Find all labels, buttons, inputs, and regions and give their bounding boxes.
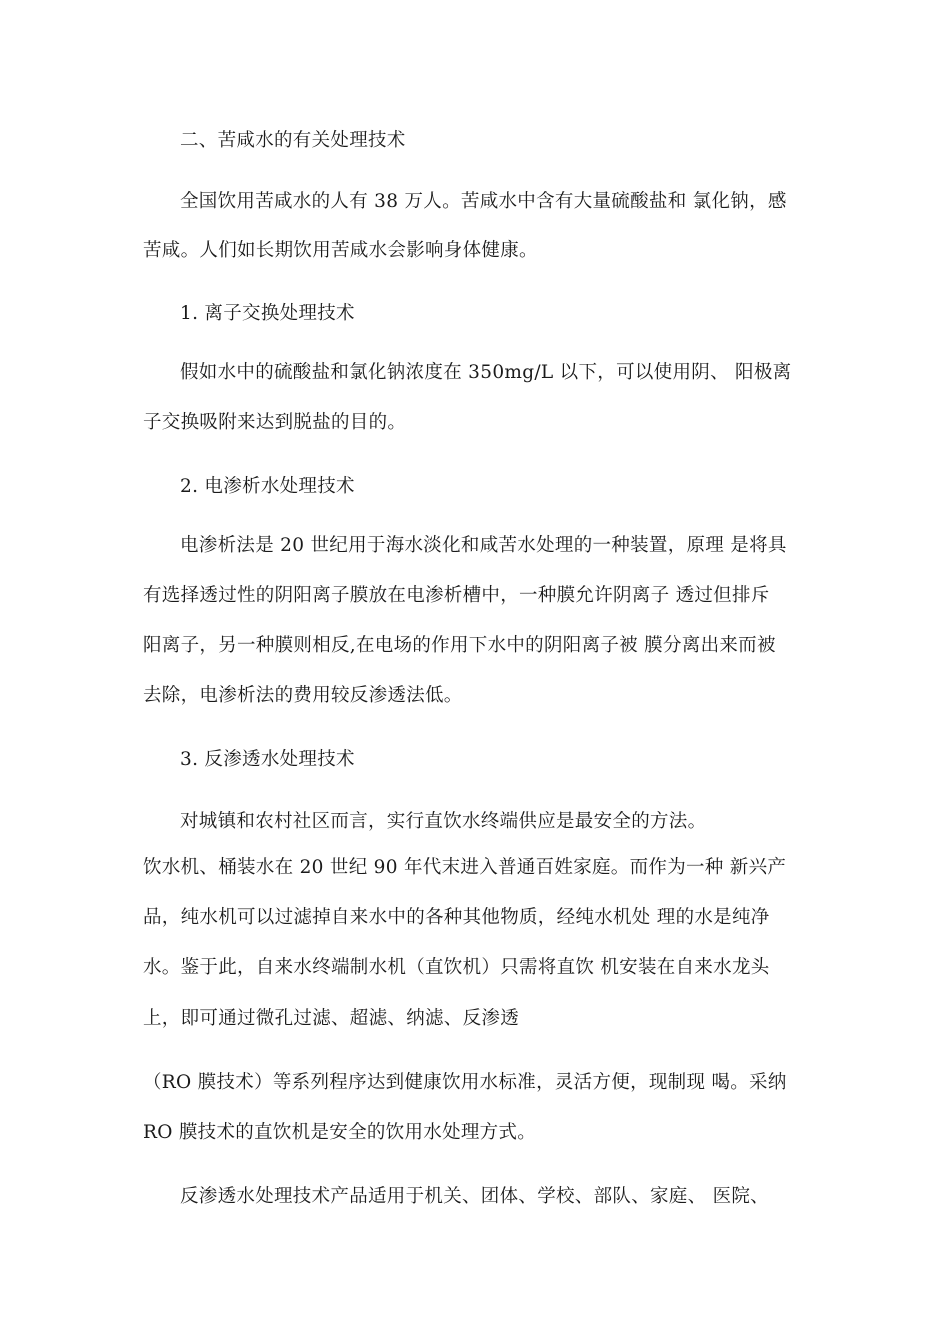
paragraph-line: 上，即可通过微孔过滤、超滤、纳滤、反渗透 (143, 1008, 520, 1029)
paragraph-line: 子交换吸附来达到脱盐的目的。 (143, 412, 407, 433)
paragraph-line: 反渗透水处理技术产品适用于机关、团体、学校、部队、家庭、 医院、 (180, 1186, 769, 1207)
intro-line: 苦咸。人们如长期饮用苦咸水会影响身体健康。 (143, 240, 538, 261)
subheading-reverse-osmosis: 3. 反渗透水处理技术 (180, 749, 355, 770)
paragraph-line: 假如水中的硫酸盐和氯化钠浓度在 350mg/L 以下，可以使用阴、 阳极离 (180, 362, 792, 383)
intro-line: 全国饮用苦咸水的人有 38 万人。苦咸水中含有大量硫酸盐和 氯化钠，感 (180, 191, 787, 212)
subheading-electrodialysis: 2. 电渗析水处理技术 (180, 476, 355, 497)
paragraph-line: 有选择透过性的阴阳离子膜放在电渗析槽中，一种膜允许阴离子 透过但排斥 (143, 585, 770, 606)
section-heading: 二、苦咸水的有关处理技术 (180, 130, 406, 151)
paragraph-line: 饮水机、桶装水在 20 世纪 90 年代末进入普通百姓家庭。而作为一种 新兴产 (143, 857, 787, 878)
subheading-ion-exchange: 1. 离子交换处理技术 (180, 303, 355, 324)
paragraph-line: RO 膜技术的直饮机是安全的饮用水处理方式。 (143, 1122, 537, 1143)
paragraph-line: 品，纯水机可以过滤掉自来水中的各种其他物质，经纯水机处 理的水是纯净 (143, 907, 770, 928)
paragraph-line: 水。鉴于此，自来水终端制水机（直饮机）只需将直饮 机安装在自来水龙头 (143, 957, 770, 978)
paragraph-line: 去除，电渗析法的费用较反渗透法低。 (143, 685, 463, 706)
paragraph-line: 阳离子，另一种膜则相反,在电场的作用下水中的阴阳离子被 膜分离出来而被 (143, 635, 776, 656)
paragraph-line: 电渗析法是 20 世纪用于海水淡化和咸苦水处理的一种装置，原理 是将具 (180, 535, 787, 556)
paragraph-line: 对城镇和农村社区而言，实行直饮水终端供应是最安全的方法。 (180, 811, 707, 832)
paragraph-line: （RO 膜技术）等系列程序达到健康饮用水标准，灵活方便，现制现 喝。采纳 (143, 1072, 787, 1093)
